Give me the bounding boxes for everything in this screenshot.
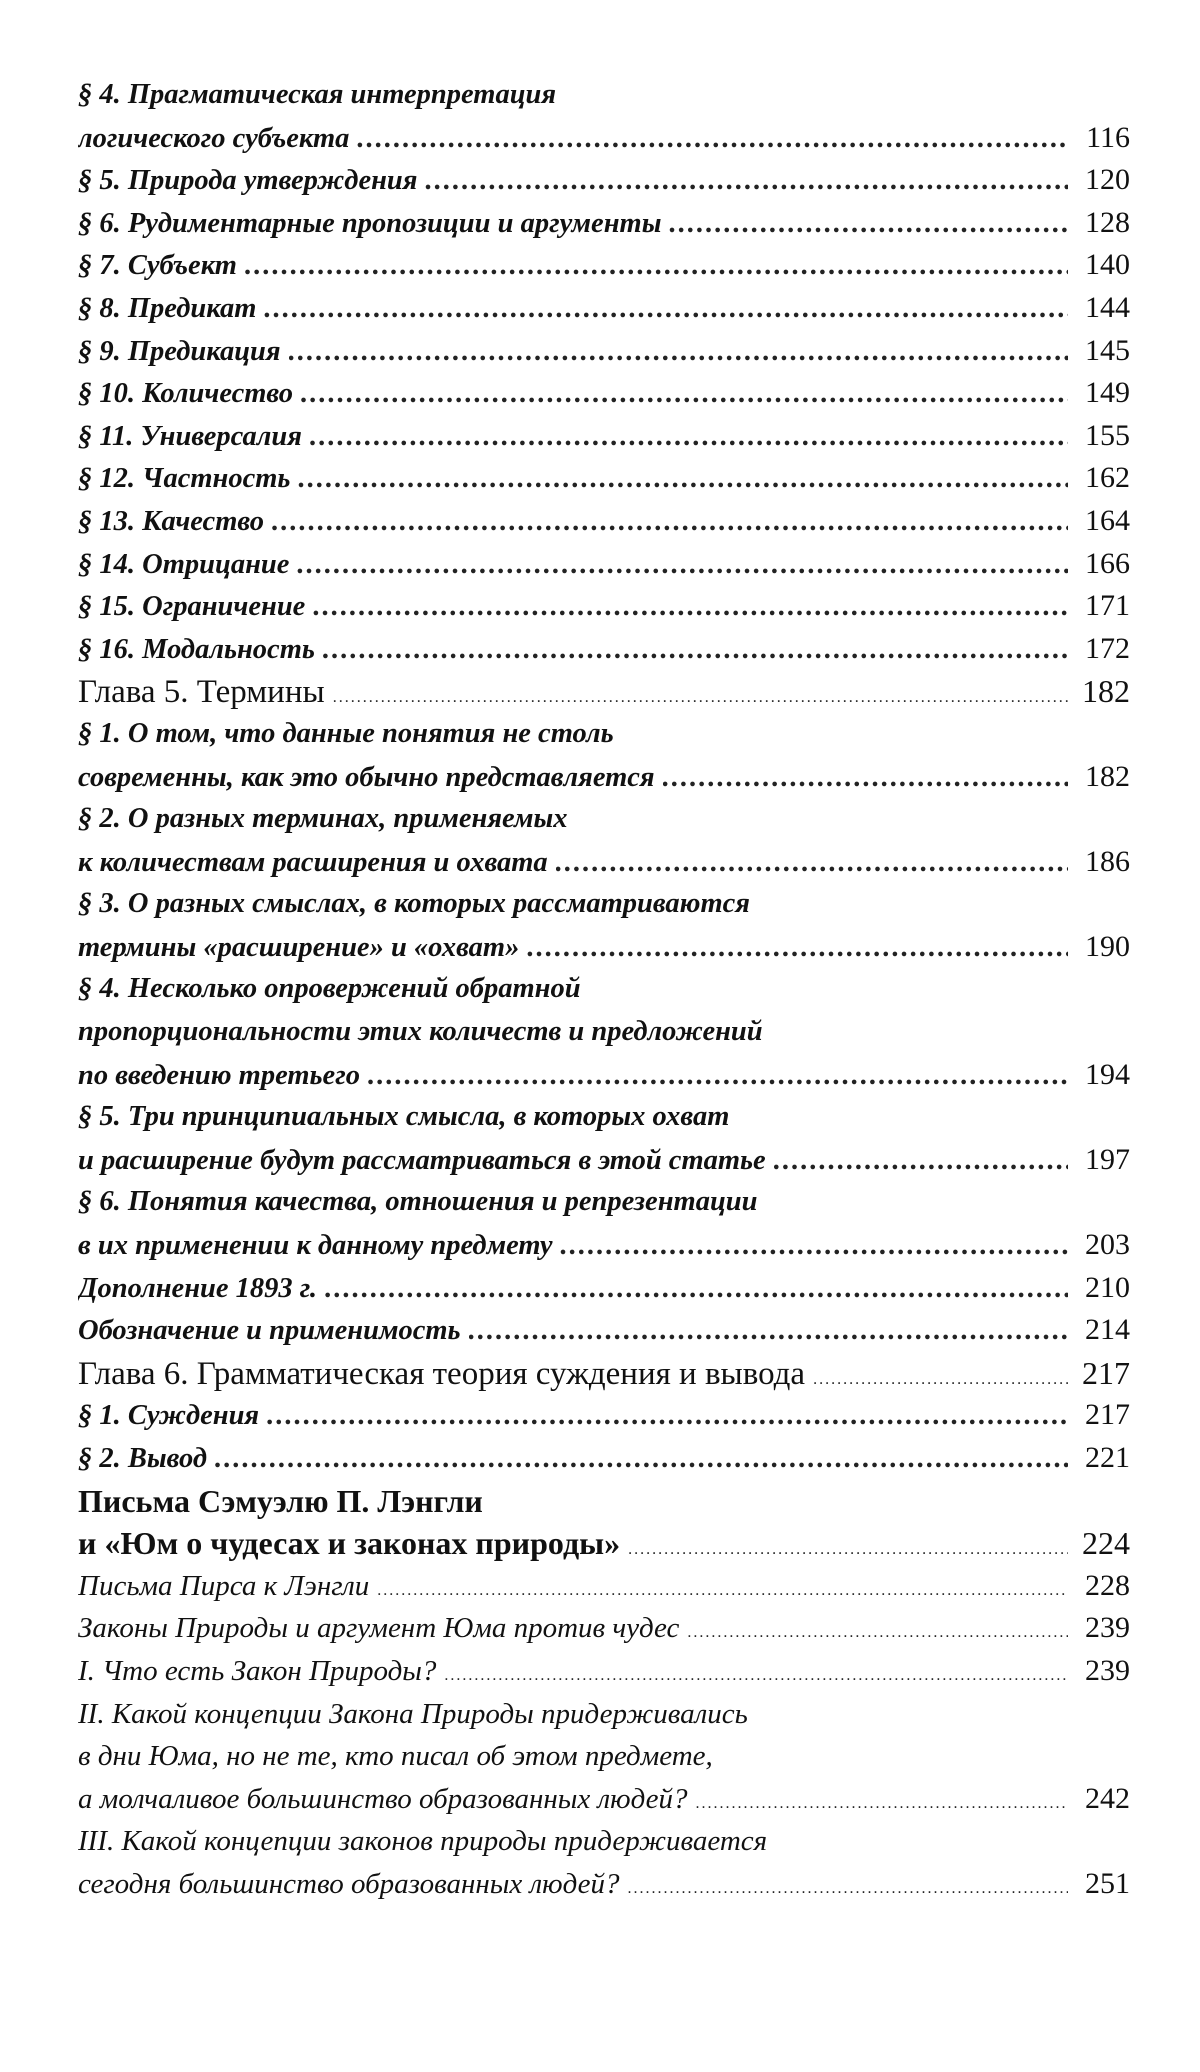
page-number: 140 bbox=[1085, 248, 1130, 282]
dot-leader bbox=[272, 501, 1068, 543]
toc-entry bbox=[78, 415, 1130, 458]
dot-leader bbox=[368, 1055, 1068, 1097]
toc-entry-line bbox=[78, 1480, 1130, 1523]
toc-entry-title: § 16. Модальность bbox=[78, 633, 315, 665]
toc-entry-title: а молчаливое большинство образованных людей? bbox=[78, 1782, 688, 1815]
toc-entry-title: сегодня большинство образованных людей? bbox=[78, 1867, 620, 1900]
toc-entry bbox=[78, 1480, 1130, 1565]
toc-entry-title: § 4. Прагматическая интерпретация bbox=[78, 79, 557, 110]
toc-entry-title: § 14. Отрицание bbox=[78, 548, 290, 580]
toc-entry bbox=[78, 883, 1130, 968]
toc-entry-title: Обозначение и применимость bbox=[78, 1315, 461, 1347]
toc-entry bbox=[78, 670, 1130, 713]
toc-entry-title: Глава 6. Грамматическая теория суждения и вывода bbox=[78, 1355, 806, 1392]
toc-entry-line bbox=[78, 670, 1130, 713]
toc-entry-title: § 5. Три принципиальных смысла, в которых охват bbox=[78, 1101, 730, 1133]
toc-entry-line bbox=[78, 1565, 1130, 1608]
toc-entry-line bbox=[78, 1224, 1130, 1267]
toc-entry-line bbox=[78, 628, 1130, 671]
toc-entry-title: Законы Природы и аргумент Юма против чудес bbox=[78, 1612, 680, 1645]
page-number: 171 bbox=[1085, 589, 1130, 623]
page-number: 149 bbox=[1085, 376, 1130, 410]
dot-leader bbox=[628, 1529, 1068, 1565]
toc-entry-title: § 8. Предикат bbox=[78, 292, 257, 324]
page-number: 164 bbox=[1085, 503, 1130, 537]
toc-entry bbox=[78, 287, 1130, 330]
toc-entry-title: § 10. Количество bbox=[78, 378, 294, 410]
page-number: 172 bbox=[1085, 631, 1130, 665]
toc-entry-line bbox=[78, 1437, 1130, 1480]
toc-entry-line bbox=[78, 202, 1130, 245]
toc-entry-line bbox=[78, 159, 1130, 202]
toc-entry-line bbox=[78, 756, 1130, 799]
dot-leader bbox=[298, 458, 1068, 500]
toc-entry-title: Письма Пирса к Лэнгли bbox=[78, 1569, 370, 1602]
page-number: 120 bbox=[1085, 163, 1130, 197]
dot-leader bbox=[669, 203, 1068, 245]
page-number: 197 bbox=[1085, 1142, 1130, 1176]
toc-entry bbox=[78, 1181, 1130, 1266]
toc-entry-line bbox=[78, 1778, 1130, 1821]
toc-entry bbox=[78, 500, 1130, 543]
page-number: 251 bbox=[1085, 1866, 1130, 1900]
toc-entry-line bbox=[78, 1394, 1130, 1437]
toc-entry-line bbox=[78, 1054, 1130, 1097]
page-number: 155 bbox=[1085, 418, 1130, 452]
page-number: 128 bbox=[1085, 205, 1130, 239]
page-number: 214 bbox=[1085, 1313, 1130, 1347]
toc-entry-line bbox=[78, 1267, 1130, 1310]
toc-entry-title: термины «расширение» и «охват» bbox=[78, 931, 520, 963]
toc-entry bbox=[78, 457, 1130, 500]
toc-entry bbox=[78, 798, 1130, 883]
toc-entry-line bbox=[78, 1181, 1130, 1224]
toc-entry-title: логического субъекта bbox=[78, 122, 350, 154]
dot-leader bbox=[628, 1868, 1069, 1906]
toc-entry-line bbox=[78, 1139, 1130, 1182]
toc-entry bbox=[78, 1096, 1130, 1181]
toc-entry-title: III. Какой концепции законов природы придерживается bbox=[78, 1825, 768, 1858]
page-number: 116 bbox=[1086, 120, 1130, 154]
toc-entry-title: § 7. Субъект bbox=[78, 250, 237, 282]
toc-entry-line bbox=[78, 713, 1130, 756]
page-number: 224 bbox=[1082, 1525, 1130, 1562]
dot-leader bbox=[444, 1655, 1068, 1693]
toc-entry bbox=[78, 244, 1130, 287]
toc-entry bbox=[78, 1437, 1130, 1480]
toc-entry-line bbox=[78, 457, 1130, 500]
toc-entry-line bbox=[78, 1650, 1130, 1693]
dot-leader bbox=[774, 1140, 1068, 1182]
page-number: 210 bbox=[1085, 1270, 1130, 1304]
toc-entry-title: по введению третьего bbox=[78, 1059, 360, 1091]
toc-entry-title: § 11. Универсалия bbox=[78, 420, 302, 452]
page-number: 239 bbox=[1085, 1611, 1130, 1645]
toc-entry-title: § 1. Суждения bbox=[78, 1400, 260, 1432]
toc-entry-line bbox=[78, 1522, 1130, 1565]
toc-entry-title: § 9. Предикация bbox=[78, 335, 281, 367]
toc-entry bbox=[78, 1394, 1130, 1437]
toc-entry bbox=[78, 1820, 1130, 1905]
dot-leader bbox=[245, 245, 1068, 287]
toc-entry bbox=[78, 74, 1130, 159]
toc-entry-line bbox=[78, 1863, 1130, 1906]
toc-entry-line bbox=[78, 1352, 1130, 1395]
page-number: 182 bbox=[1082, 673, 1130, 710]
dot-leader bbox=[310, 416, 1068, 458]
toc-entry bbox=[78, 1267, 1130, 1310]
dot-leader bbox=[556, 842, 1068, 884]
toc-entry-line bbox=[78, 415, 1130, 458]
toc-entry-line bbox=[78, 244, 1130, 287]
toc-entry-title: I. Что есть Закон Природы? bbox=[78, 1654, 437, 1687]
toc-entry-line bbox=[78, 883, 1130, 926]
dot-leader bbox=[313, 586, 1068, 628]
dot-leader bbox=[297, 544, 1068, 586]
dot-leader bbox=[560, 1225, 1068, 1267]
dot-leader bbox=[527, 927, 1068, 969]
dot-leader bbox=[425, 160, 1068, 202]
toc-entry bbox=[78, 1607, 1130, 1650]
toc-entry-line bbox=[78, 117, 1130, 160]
toc-entry bbox=[78, 543, 1130, 586]
toc-entry-title: § 6. Понятия качества, отношения и репрезентации bbox=[78, 1186, 758, 1218]
toc-entry-line bbox=[78, 74, 1130, 117]
dot-leader bbox=[289, 331, 1068, 373]
toc-entry-title: § 12. Частность bbox=[78, 463, 291, 495]
table-of-contents bbox=[78, 74, 1130, 1906]
toc-entry-line bbox=[78, 1011, 1130, 1054]
dot-leader bbox=[215, 1438, 1068, 1480]
dot-leader bbox=[377, 1570, 1068, 1608]
toc-entry-title: и «Юм о чудесах и законах природы» bbox=[78, 1525, 621, 1562]
page-number: 217 bbox=[1085, 1398, 1130, 1432]
toc-entry-title: § 1. О том, что данные понятия не столь bbox=[78, 717, 614, 749]
toc-entry-title: § 4. Несколько опровержений обратной bbox=[78, 973, 581, 1005]
page-number: 228 bbox=[1085, 1568, 1130, 1602]
toc-entry-title: § 13. Качество bbox=[78, 505, 264, 537]
toc-entry-line bbox=[78, 1309, 1130, 1352]
toc-entry-line bbox=[78, 330, 1130, 373]
toc-entry-line bbox=[78, 500, 1130, 543]
toc-entry-title: в дни Юма, но не те, кто писал об этом предмете, bbox=[78, 1740, 713, 1773]
page-number: 190 bbox=[1085, 929, 1130, 963]
toc-entry bbox=[78, 585, 1130, 628]
dot-leader bbox=[333, 677, 1068, 713]
toc-entry bbox=[78, 202, 1130, 245]
toc-entry-title: § 5. Природа утверждения bbox=[78, 165, 418, 197]
dot-leader bbox=[264, 288, 1068, 330]
dot-leader bbox=[267, 1395, 1068, 1437]
dot-leader bbox=[469, 1310, 1068, 1352]
toc-entry-title: § 2. О разных терминах, применяемых bbox=[78, 803, 568, 835]
dot-leader bbox=[696, 1783, 1068, 1821]
toc-entry-title: и расширение будут рассматриваться в этой статье bbox=[78, 1144, 766, 1176]
toc-entry-line bbox=[78, 1693, 1130, 1736]
page-number: 217 bbox=[1082, 1354, 1130, 1391]
toc-entry-title: в их применении к данному предмету bbox=[78, 1230, 553, 1262]
dot-leader bbox=[687, 1612, 1068, 1650]
toc-entry-title: § 2. Вывод bbox=[78, 1443, 208, 1474]
toc-entry-title: Глава 5. Термины bbox=[78, 674, 325, 711]
toc-entry-title: II. Какой концепции Закона Природы придерживались bbox=[78, 1697, 748, 1730]
toc-entry-line bbox=[78, 1096, 1130, 1139]
toc-entry-title: Дополнение 1893 г. bbox=[78, 1272, 318, 1304]
toc-entry-line bbox=[78, 798, 1130, 841]
toc-entry bbox=[78, 968, 1130, 1096]
toc-entry bbox=[78, 330, 1130, 373]
toc-entry-line bbox=[78, 1735, 1130, 1778]
toc-entry bbox=[78, 1693, 1130, 1821]
page-number: 203 bbox=[1085, 1228, 1130, 1262]
page-number: 162 bbox=[1085, 461, 1130, 495]
toc-entry bbox=[78, 1352, 1130, 1395]
toc-entry-title: к количествам расширения и охвата bbox=[78, 846, 548, 878]
page-number: 242 bbox=[1085, 1781, 1130, 1815]
toc-entry bbox=[78, 1309, 1130, 1352]
page-number: 166 bbox=[1085, 546, 1130, 580]
dot-leader bbox=[663, 757, 1068, 799]
toc-entry-title: современны, как это обычно представляется bbox=[78, 761, 655, 793]
toc-entry-title: § 6. Рудиментарные пропозиции и аргументы bbox=[78, 207, 662, 239]
toc-entry-title: Письма Сэмуэлю П. Лэнгли bbox=[78, 1482, 483, 1519]
page-number: 221 bbox=[1085, 1441, 1130, 1474]
dot-leader bbox=[301, 373, 1068, 415]
toc-entry bbox=[78, 1565, 1130, 1608]
page-number: 186 bbox=[1085, 844, 1130, 878]
toc-entry-line bbox=[78, 968, 1130, 1011]
page-number: 144 bbox=[1085, 290, 1130, 324]
dot-leader bbox=[357, 118, 1068, 160]
toc-entry bbox=[78, 1650, 1130, 1693]
toc-entry-line bbox=[78, 1607, 1130, 1650]
toc-entry-line bbox=[78, 1820, 1130, 1863]
page-number: 182 bbox=[1085, 759, 1130, 793]
toc-entry-title: § 3. О разных смыслах, в которых рассматриваются bbox=[78, 888, 750, 920]
page-number: 145 bbox=[1085, 333, 1130, 367]
toc-entry-line bbox=[78, 926, 1130, 969]
toc-entry bbox=[78, 159, 1130, 202]
dot-leader bbox=[325, 1268, 1068, 1310]
toc-entry-title: пропорциональности этих количеств и предложений bbox=[78, 1016, 763, 1048]
toc-entry-line bbox=[78, 543, 1130, 586]
toc-entry-line bbox=[78, 841, 1130, 884]
toc-entry bbox=[78, 628, 1130, 671]
toc-entry-line bbox=[78, 585, 1130, 628]
page-number: 194 bbox=[1085, 1057, 1130, 1091]
toc-entry-line bbox=[78, 372, 1130, 415]
toc-entry-title: § 15. Ограничение bbox=[78, 591, 306, 623]
toc-entry bbox=[78, 372, 1130, 415]
dot-leader bbox=[813, 1359, 1068, 1395]
dot-leader bbox=[323, 629, 1068, 671]
toc-entry-line bbox=[78, 287, 1130, 330]
toc-entry bbox=[78, 713, 1130, 798]
page-number: 239 bbox=[1085, 1653, 1130, 1687]
